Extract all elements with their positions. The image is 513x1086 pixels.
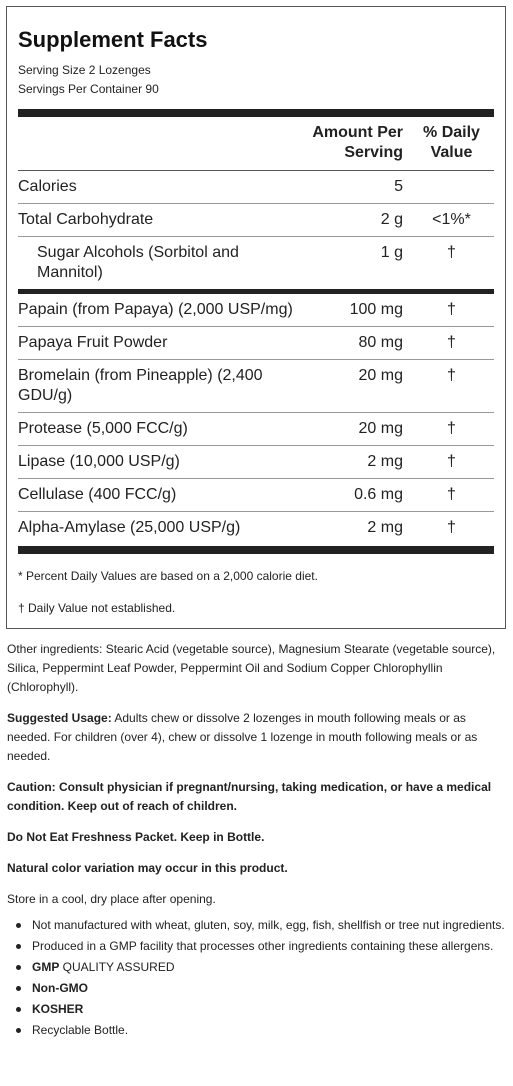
ingredient-dv: † [447, 420, 456, 437]
nutrient-name: Sugar Alcohols (Sorbitol and Mannitol) [37, 244, 239, 281]
ingredient-dv: † [447, 453, 456, 470]
claims-list [7, 918, 507, 1038]
ingredient-name: Cellulase (400 FCC/g) [18, 486, 177, 503]
column-header [18, 117, 494, 171]
freshness-warning: Do Not Eat Freshness Packet. Keep in Bottle. [7, 830, 265, 844]
ingredient-name: Lipase (10,000 USP/g) [18, 453, 180, 470]
nutrient-name: Total Carbohydrate [18, 211, 154, 228]
ingredient-dv: † [447, 519, 456, 536]
header-daily-value: % Daily Value [423, 124, 480, 161]
list-item: Non-GMO [32, 981, 507, 996]
list-item: Not manufactured with wheat, gluten, soy, milk, egg, fish, shellfish or tree nut ingredients. [32, 918, 507, 933]
header-spacer [18, 123, 304, 170]
list-item: Produced in a GMP facility that processes other ingredients containing these allergens. [32, 939, 507, 954]
ingredient-amount: 2 mg [367, 453, 403, 470]
servings-per-container: Servings Per Container 90 [18, 82, 159, 96]
divider-thick-top [18, 109, 494, 117]
table-row [18, 512, 494, 546]
panel-title: Supplement Facts [18, 27, 208, 52]
ingredient-dv: † [447, 486, 456, 503]
table-row [18, 413, 494, 446]
ingredient-dv: † [447, 367, 456, 384]
ingredient-name: Papaya Fruit Powder [18, 334, 168, 351]
ingredient-name: Bromelain (from Pineapple) (2,400 GDU/g) [18, 367, 263, 404]
ingredient-name: Papain (from Papaya) (2,000 USP/mg) [18, 301, 293, 318]
list-item: KOSHER [32, 1002, 507, 1017]
list-item: Recyclable Bottle. [32, 1023, 507, 1038]
table-row [18, 204, 494, 237]
table-row [18, 360, 494, 413]
table-row [18, 327, 494, 360]
suggested-usage-label: Suggested Usage: [7, 711, 112, 725]
table-row [18, 479, 494, 512]
nutrient-dv: <1%* [432, 211, 471, 228]
nutrient-dv: † [447, 244, 456, 261]
other-ingredients: Other ingredients: Stearic Acid (vegetable source), Magnesium Stearate (vegetable source), Silica, Peppermint Leaf Powder, Peppermint Oil and Sodium Copper Chlorophyllin (Chlorophyll). [7, 642, 496, 694]
serving-size: Serving Size 2 Lozenges [18, 63, 151, 77]
footnote-daily-values: * Percent Daily Values are based on a 2,000 calorie diet. [18, 569, 318, 583]
ingredient-name: Alpha-Amylase (25,000 USP/g) [18, 519, 241, 536]
nutrient-amount: 5 [394, 178, 403, 195]
table-row [18, 171, 494, 204]
ingredient-amount: 2 mg [367, 519, 403, 536]
table-row [18, 294, 494, 327]
ingredient-dv: † [447, 301, 456, 318]
gmp-text: QUALITY ASSURED [59, 960, 175, 974]
ingredient-amount: 80 mg [358, 334, 403, 351]
list-item [32, 960, 507, 975]
table-row [18, 446, 494, 479]
ingredient-amount: 20 mg [358, 367, 403, 384]
nutrient-dv [409, 177, 494, 197]
color-variation-note: Natural color variation may occur in this product. [7, 861, 288, 875]
ingredient-dv: † [447, 334, 456, 351]
suggested-usage-text: Adults chew or dissolve 2 lozenges in mouth following meals or as needed. For children (over 4), chew or dissolve 1 lozenge in mouth following meals or as needed. [7, 711, 478, 763]
footnote-dv-not-established: † Daily Value not established. [18, 601, 176, 615]
caution-text: Caution: Consult physician if pregnant/nursing, taking medication, or have a medical condition. Keep out of reach of children. [7, 780, 492, 813]
ingredient-name: Protease (5,000 FCC/g) [18, 420, 188, 437]
supplement-facts-panel [6, 6, 506, 629]
ingredient-amount: 0.6 mg [354, 486, 403, 503]
label-text-section [7, 640, 507, 1044]
storage-instructions: Store in a cool, dry place after opening. [7, 892, 216, 906]
gmp-label: GMP [32, 960, 60, 974]
nutrient-name: Calories [18, 178, 77, 195]
divider-thick-bottom [18, 546, 494, 554]
ingredient-amount: 20 mg [358, 420, 403, 437]
nutrient-amount: 1 g [380, 244, 403, 261]
table-row [18, 237, 494, 289]
header-amount: Amount Per Serving [312, 124, 403, 161]
ingredient-amount: 100 mg [349, 301, 403, 318]
suggested-usage [7, 709, 507, 766]
nutrient-amount: 2 g [380, 211, 403, 228]
